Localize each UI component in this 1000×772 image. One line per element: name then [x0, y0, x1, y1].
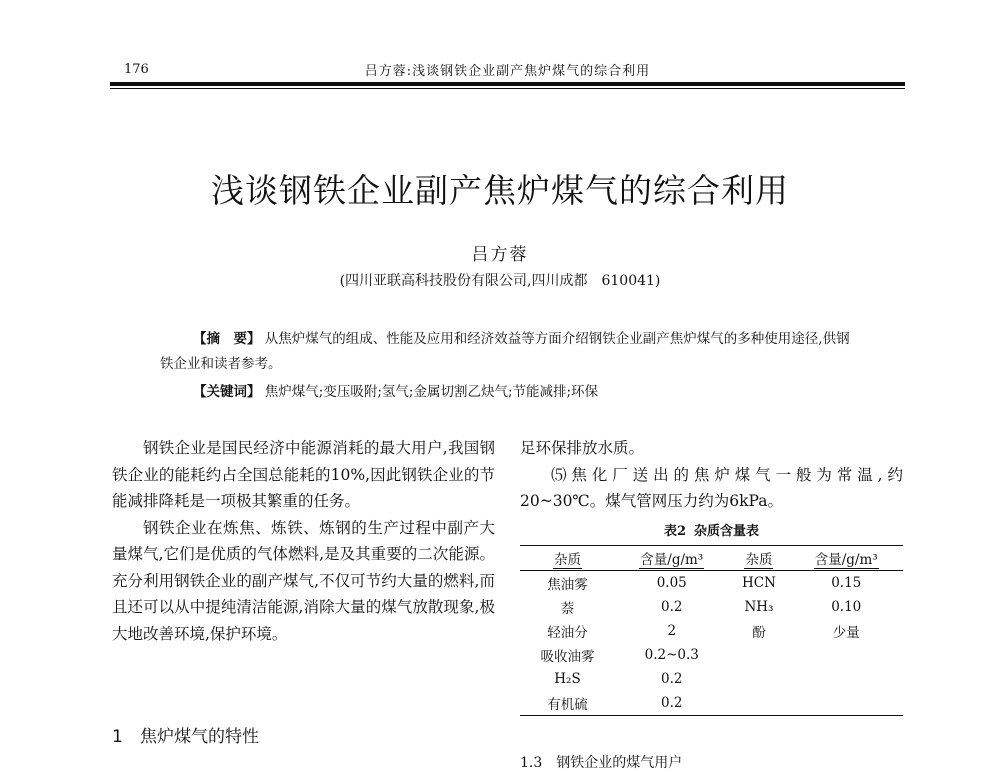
- table-cell: HCN: [742, 575, 776, 591]
- paragraph: 钢铁企业是国民经济中能源消耗的最大用户,我国钢铁企业的能耗约占全国总能耗的10%,因此钢铁企业的节能减排降耗是一项极其繁重的任务。: [112, 439, 495, 510]
- table-cell: [729, 667, 790, 691]
- table-cell: 少量: [832, 625, 860, 641]
- table-caption: [520, 520, 903, 539]
- next-section-heading-partial: 1.3 钢铁企业的煤气用户: [520, 755, 683, 771]
- table-header-cell: 杂质: [729, 546, 790, 571]
- table-row: [520, 595, 903, 619]
- header-rule-thin: [110, 88, 905, 89]
- paragraph: 钢铁企业在炼焦、炼铁、炼钢的生产过程中副产大量煤气,它们是优质的气体燃料,是及其重要的二次能源。充分利用钢铁企业的副产煤气,不仅可节约大量的燃料,而且还可以从中提纯清洁能源,消除大量的煤气放散现象,极大地改善环境,保护环境。: [112, 518, 495, 643]
- table-cell: 0.15: [831, 575, 862, 591]
- table-cell: 0.2: [661, 599, 683, 615]
- table-header-cell: 含量/g/m³: [789, 546, 903, 571]
- keywords-label: 【关键词】: [193, 384, 261, 400]
- article-title: 浅谈钢铁企业副产焦炉煤气的综合利用: [211, 171, 789, 210]
- table-cell: 0.2: [661, 671, 683, 687]
- section-title: 焦炉煤气的特性: [140, 727, 259, 747]
- impurity-table: [520, 545, 903, 716]
- table-cell: H₂S: [554, 671, 581, 687]
- author-name: 吕方蓉: [471, 245, 529, 265]
- table-row: [520, 691, 903, 716]
- author-affiliation: (四川亚联高科技股份有限公司,四川成都 610041): [339, 273, 661, 289]
- left-column: [112, 435, 495, 647]
- table-cell: [729, 691, 790, 716]
- table-cell: 萘: [560, 601, 575, 617]
- table-cell: [729, 643, 790, 667]
- table-cell: [789, 643, 903, 667]
- table-cell: 0.05: [656, 575, 687, 591]
- table-cell: 轻油分: [547, 625, 588, 641]
- table-header-cell: 含量/g/m³: [615, 546, 729, 571]
- section-heading: [112, 722, 259, 747]
- section-number: 1: [112, 727, 123, 747]
- table-cell: 2: [667, 623, 677, 639]
- header-rule-thick: [110, 82, 905, 86]
- table-row: [520, 667, 903, 691]
- table-cell: 0.10: [831, 599, 862, 615]
- table-caption-text: 杂质含量表: [694, 524, 760, 539]
- table-cell: [789, 667, 903, 691]
- table-cell: NH₃: [744, 599, 774, 615]
- abstract-label: 【摘 要】: [193, 331, 261, 347]
- running-header: [110, 60, 905, 80]
- table-cell: 0.2~0.3: [644, 647, 699, 663]
- abstract-block: [160, 327, 850, 377]
- paragraph: ⑸焦化厂送出的焦炉煤气一般为常温,约20~30℃。煤气管网压力约为6kPa。: [520, 465, 903, 510]
- table-cell: 0.2: [615, 691, 729, 716]
- table-cell: 酚: [752, 625, 766, 641]
- table-row: [520, 643, 903, 667]
- right-column: [520, 435, 903, 515]
- table-label: 表2: [663, 524, 687, 539]
- table-row: [520, 571, 903, 596]
- table-header-row: [520, 546, 903, 571]
- page-number: 176: [124, 62, 149, 77]
- table-header-cell: 杂质: [520, 546, 615, 571]
- table-cell: 有机硫: [520, 691, 615, 716]
- table-cell: 吸收油雾: [540, 649, 595, 665]
- abstract-text: 从焦炉煤气的组成、性能及应用和经济效益等方面介绍钢铁企业副产焦炉煤气的多种使用途径,供钢铁企业和读者参考。: [160, 331, 850, 372]
- keywords-block: [193, 380, 853, 400]
- keywords-text: 焦炉煤气;变压吸附;氢气;金属切割乙炔气;节能减排;环保: [264, 384, 599, 400]
- paragraph: 足环保排放水质。: [520, 439, 645, 457]
- table-cell: [789, 691, 903, 716]
- running-head-text: 吕方蓉:浅谈钢铁企业副产焦炉煤气的综合利用: [364, 64, 651, 79]
- table-row: [520, 619, 903, 643]
- table-cell: 焦油雾: [547, 577, 588, 593]
